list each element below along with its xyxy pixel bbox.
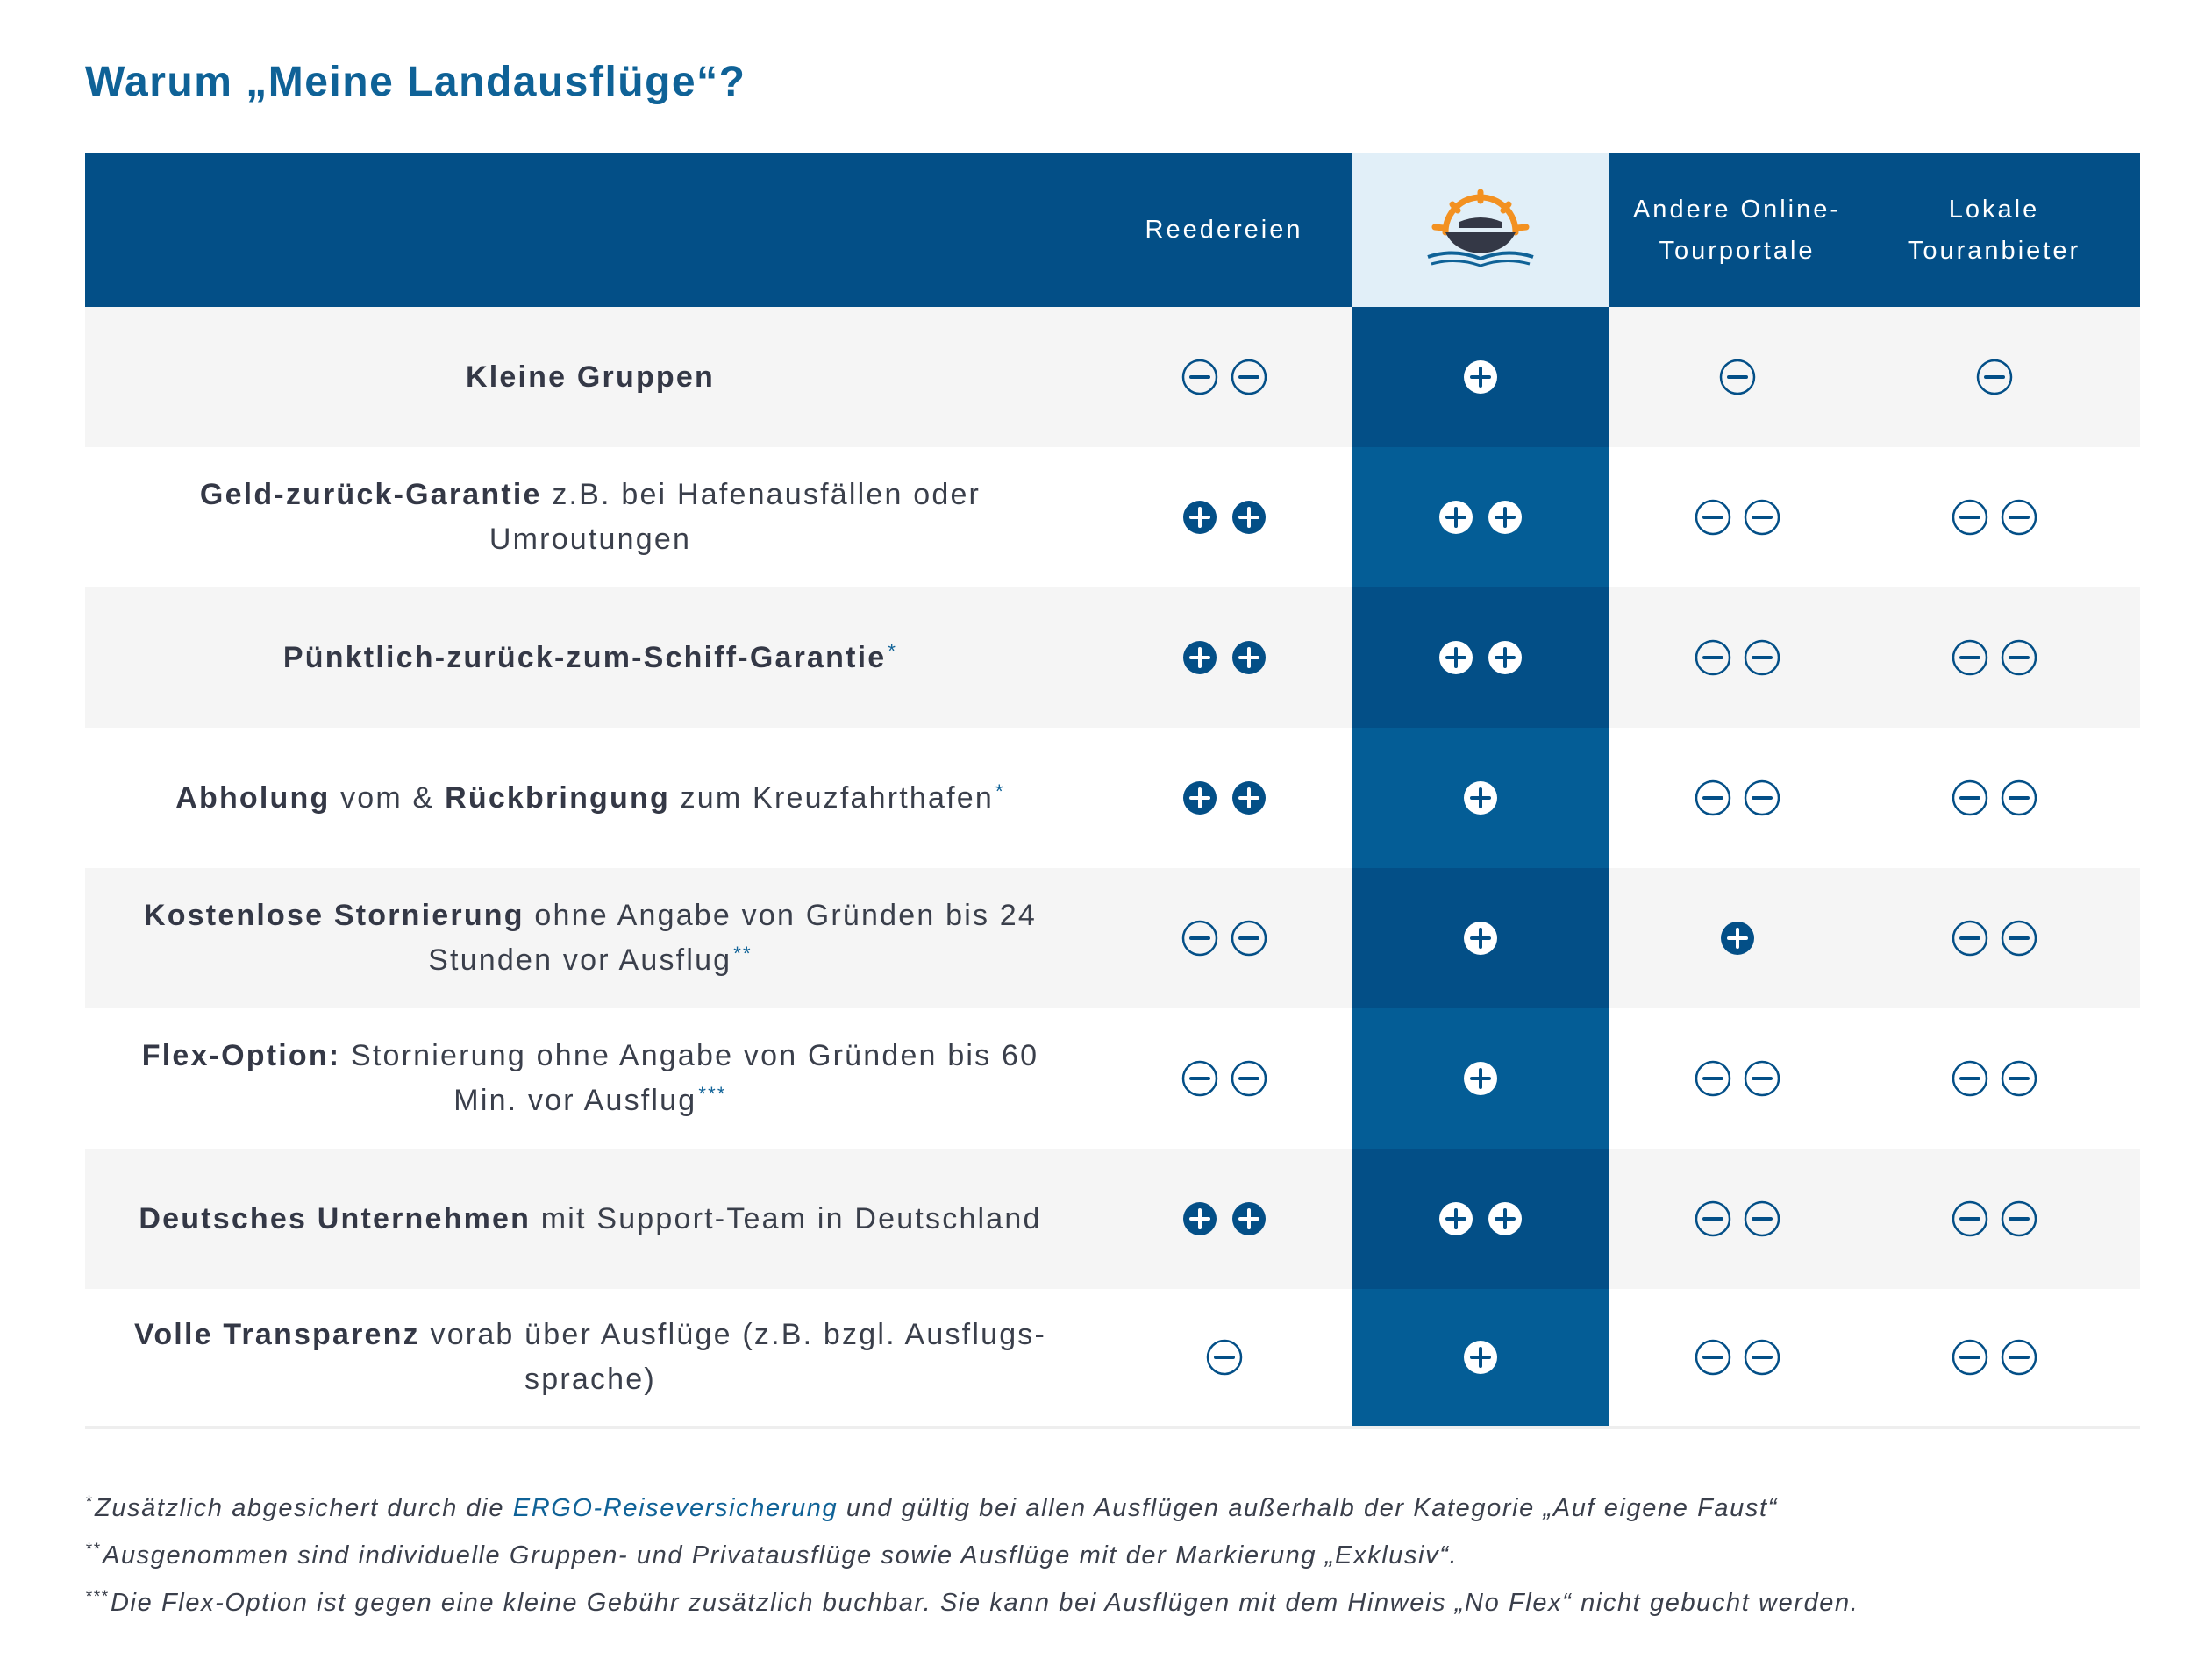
minus-symbol [2000,919,2038,957]
minus-symbol [1230,1059,1268,1098]
comparison-table [85,153,2140,1429]
feature-label [85,1149,1095,1289]
plus-circle-icon [1230,498,1268,537]
plus-circle-icon [1486,498,1524,537]
table-row [85,307,2140,447]
feature-text: Abholung vom & Rückbringung zum Kreuzfahrthafen* [175,779,1005,815]
minus-circle-icon [2000,779,2038,817]
plus-symbol [1437,1199,1475,1238]
minus-symbol [1694,1199,1732,1238]
table-row [85,447,2140,587]
feature-label [85,1008,1095,1149]
cell-online-tourportale [1609,307,1866,447]
cell-lokale-touranbieter [1866,1008,2123,1149]
cell-meine-landausfluege [1352,1289,1609,1426]
plus-symbol [1486,498,1524,537]
cell-lokale-touranbieter [1866,1149,2123,1289]
feature-text: Volle Transparenz vorab über Ausflüge (z.B. bzgl. Ausflugs-sprache) [133,1318,1047,1396]
footnote: *Zusätzlich abgesichert durch die ERGO-Reiseversicherung und gültig bei allen Ausflügen außerhalb der Kategorie „Auf eigene Faust“ [85,1493,1778,1522]
plus-symbol [1486,1199,1524,1238]
ship-wheel-logo-icon [1419,187,1542,274]
plus-symbol [1181,779,1219,817]
header-meine-landausfluege-logo [1352,153,1609,307]
cell-lokale-touranbieter [1866,447,2123,587]
minus-symbol [1205,1338,1244,1377]
plus-circle-icon [1230,779,1268,817]
minus-circle-icon [1743,779,1781,817]
plus-symbol [1461,779,1500,817]
plus-symbol [1230,638,1268,677]
minus-circle-icon [1181,919,1219,957]
feature-label [85,868,1095,1008]
plus-symbol [1461,919,1500,957]
minus-symbol [2000,638,2038,677]
page-title: Warum „Meine Landausflüge“? [85,59,746,105]
cell-online-tourportale [1609,587,1866,728]
cell-online-tourportale [1609,1149,1866,1289]
feature-text: Pünktlich-zurück-zum-Schiff-Garantie* [282,639,898,674]
minus-symbol [1951,1059,1989,1098]
minus-symbol [1743,1059,1781,1098]
cell-online-tourportale [1609,1289,1866,1426]
minus-symbol [1181,358,1219,396]
table-row [85,587,2140,728]
plus-symbol [1181,1199,1219,1238]
minus-symbol [1975,358,2014,396]
minus-circle-icon [1181,358,1219,396]
minus-symbol [1951,498,1989,537]
minus-circle-icon [2000,919,2038,957]
cell-reedereien [1095,587,1352,728]
minus-circle-icon [2000,638,2038,677]
minus-symbol [1718,358,1757,396]
footnotes [85,1491,1859,1633]
plus-circle-icon [1461,1059,1500,1098]
feature-text: Kleine Gruppen [466,359,715,394]
cell-online-tourportale [1609,1008,1866,1149]
plus-circle-icon [1230,638,1268,677]
plus-circle-icon [1181,779,1219,817]
cell-meine-landausfluege [1352,587,1609,728]
plus-symbol [1461,1338,1500,1377]
minus-circle-icon [1951,1338,1989,1377]
cell-reedereien [1095,868,1352,1008]
minus-circle-icon [1951,498,1989,537]
plus-circle-icon [1461,779,1500,817]
minus-circle-icon [1694,1199,1732,1238]
header-online-tourportale-label: Andere Online- Tourportale [1632,195,1842,265]
cell-lokale-touranbieter [1866,307,2123,447]
plus-circle-icon [1437,498,1475,537]
header-lokale-touranbieter-label: Lokale Touranbieter [1907,195,2081,265]
minus-circle-icon [1718,358,1757,396]
minus-circle-icon [1951,1059,1989,1098]
minus-symbol [1694,1059,1732,1098]
cell-reedereien [1095,1289,1352,1426]
feature-text: Kostenlose Stornierung ohne Angabe von Gründen bis 24 Stunden vor Ausflug** [143,899,1038,977]
cell-reedereien [1095,1008,1352,1149]
cell-online-tourportale [1609,728,1866,868]
feature-label [85,447,1095,587]
plus-symbol [1230,1199,1268,1238]
cell-reedereien [1095,307,1352,447]
minus-circle-icon [2000,1059,2038,1098]
cell-online-tourportale [1609,447,1866,587]
minus-symbol [1181,919,1219,957]
minus-symbol [1951,1338,1989,1377]
plus-symbol [1181,638,1219,677]
plus-circle-icon [1230,1199,1268,1238]
plus-circle-icon [1437,638,1475,677]
minus-symbol [2000,779,2038,817]
cell-lokale-touranbieter [1866,587,2123,728]
minus-circle-icon [1951,1199,1989,1238]
minus-symbol [1743,1199,1781,1238]
minus-circle-icon [1694,1059,1732,1098]
table-row [85,728,2140,868]
table-body [85,307,2140,1429]
cell-meine-landausfluege [1352,868,1609,1008]
footnote: **Ausgenommen sind individuelle Gruppen- und Privatausflüge sowie Ausflüge mit der Markierung „Exklusiv“. [85,1541,1459,1570]
minus-circle-icon [1181,1059,1219,1098]
minus-symbol [1743,1338,1781,1377]
minus-symbol [2000,1059,2038,1098]
minus-symbol [1743,638,1781,677]
minus-circle-icon [1230,358,1268,396]
table-row [85,868,2140,1008]
minus-circle-icon [2000,1338,2038,1377]
minus-symbol [1694,638,1732,677]
plus-symbol [1181,498,1219,537]
minus-circle-icon [2000,1199,2038,1238]
cell-lokale-touranbieter [1866,1289,2123,1426]
minus-symbol [1230,919,1268,957]
table-row [85,1149,2140,1289]
plus-circle-icon [1181,498,1219,537]
plus-symbol [1230,779,1268,817]
minus-symbol [1694,779,1732,817]
plus-circle-icon [1461,358,1500,396]
plus-circle-icon [1461,1338,1500,1377]
minus-circle-icon [1230,1059,1268,1098]
minus-symbol [1694,1338,1732,1377]
plus-circle-icon [1718,919,1757,957]
minus-circle-icon [1743,1199,1781,1238]
minus-circle-icon [2000,498,2038,537]
minus-circle-icon [1694,638,1732,677]
minus-circle-icon [1694,498,1732,537]
feature-label [85,307,1095,447]
minus-circle-icon [1743,1059,1781,1098]
plus-symbol [1437,638,1475,677]
cell-meine-landausfluege [1352,728,1609,868]
cell-lokale-touranbieter [1866,868,2123,1008]
cell-reedereien [1095,1149,1352,1289]
header-reedereien [1095,153,1352,307]
plus-circle-icon [1486,638,1524,677]
minus-circle-icon [1743,638,1781,677]
minus-symbol [2000,1199,2038,1238]
header-lokale-touranbieter [1866,153,2123,307]
plus-symbol [1437,498,1475,537]
cell-online-tourportale [1609,868,1866,1008]
feature-label [85,587,1095,728]
plus-symbol [1718,919,1757,957]
minus-circle-icon [1951,638,1989,677]
minus-circle-icon [1743,498,1781,537]
footnote: ***Die Flex-Option ist gegen eine kleine Gebühr zusätzlich buchbar. Sie kann bei Ausflügen mit dem Hinweis „No Flex“ nicht gebucht werden. [85,1588,1859,1617]
minus-symbol [2000,498,2038,537]
minus-circle-icon [1951,919,1989,957]
cell-lokale-touranbieter [1866,728,2123,868]
minus-circle-icon [1205,1338,1244,1377]
minus-symbol [1743,498,1781,537]
cell-reedereien [1095,447,1352,587]
header-reedereien-label: Reedereien [1145,216,1303,244]
minus-symbol [1951,919,1989,957]
ergo-link[interactable]: ERGO-Reiseversicherung [512,1494,838,1522]
minus-symbol [1951,1199,1989,1238]
plus-circle-icon [1437,1199,1475,1238]
feature-text: Flex-Option: Stornierung ohne Angabe von Gründen bis 60 Min. vor Ausflug*** [141,1039,1039,1117]
plus-circle-icon [1461,919,1500,957]
cell-meine-landausfluege [1352,447,1609,587]
minus-symbol [1230,358,1268,396]
plus-circle-icon [1486,1199,1524,1238]
minus-circle-icon [1694,1338,1732,1377]
table-row [85,1289,2140,1429]
table-header [85,153,2140,307]
minus-symbol [1951,638,1989,677]
plus-symbol [1230,498,1268,537]
minus-symbol [1743,779,1781,817]
plus-symbol [1461,1059,1500,1098]
minus-symbol [2000,1338,2038,1377]
minus-symbol [1181,1059,1219,1098]
minus-circle-icon [1230,919,1268,957]
minus-circle-icon [1694,779,1732,817]
feature-label [85,1289,1095,1426]
feature-text: Geld-zurück-Garantie z.B. bei Hafenausfällen oder Umroutungen [199,478,981,556]
minus-circle-icon [1951,779,1989,817]
minus-circle-icon [1975,358,2014,396]
cell-meine-landausfluege [1352,1149,1609,1289]
table-row [85,1008,2140,1149]
plus-circle-icon [1181,1199,1219,1238]
cell-meine-landausfluege [1352,307,1609,447]
minus-circle-icon [1743,1338,1781,1377]
header-online-tourportale [1609,153,1866,307]
minus-symbol [1951,779,1989,817]
cell-meine-landausfluege [1352,1008,1609,1149]
feature-text: Deutsches Unternehmen mit Support-Team in Deutschland [139,1201,1042,1235]
plus-symbol [1461,358,1500,396]
cell-reedereien [1095,728,1352,868]
plus-circle-icon [1181,638,1219,677]
feature-label [85,728,1095,868]
header-empty-cell [85,153,1095,307]
minus-symbol [1694,498,1732,537]
plus-symbol [1486,638,1524,677]
